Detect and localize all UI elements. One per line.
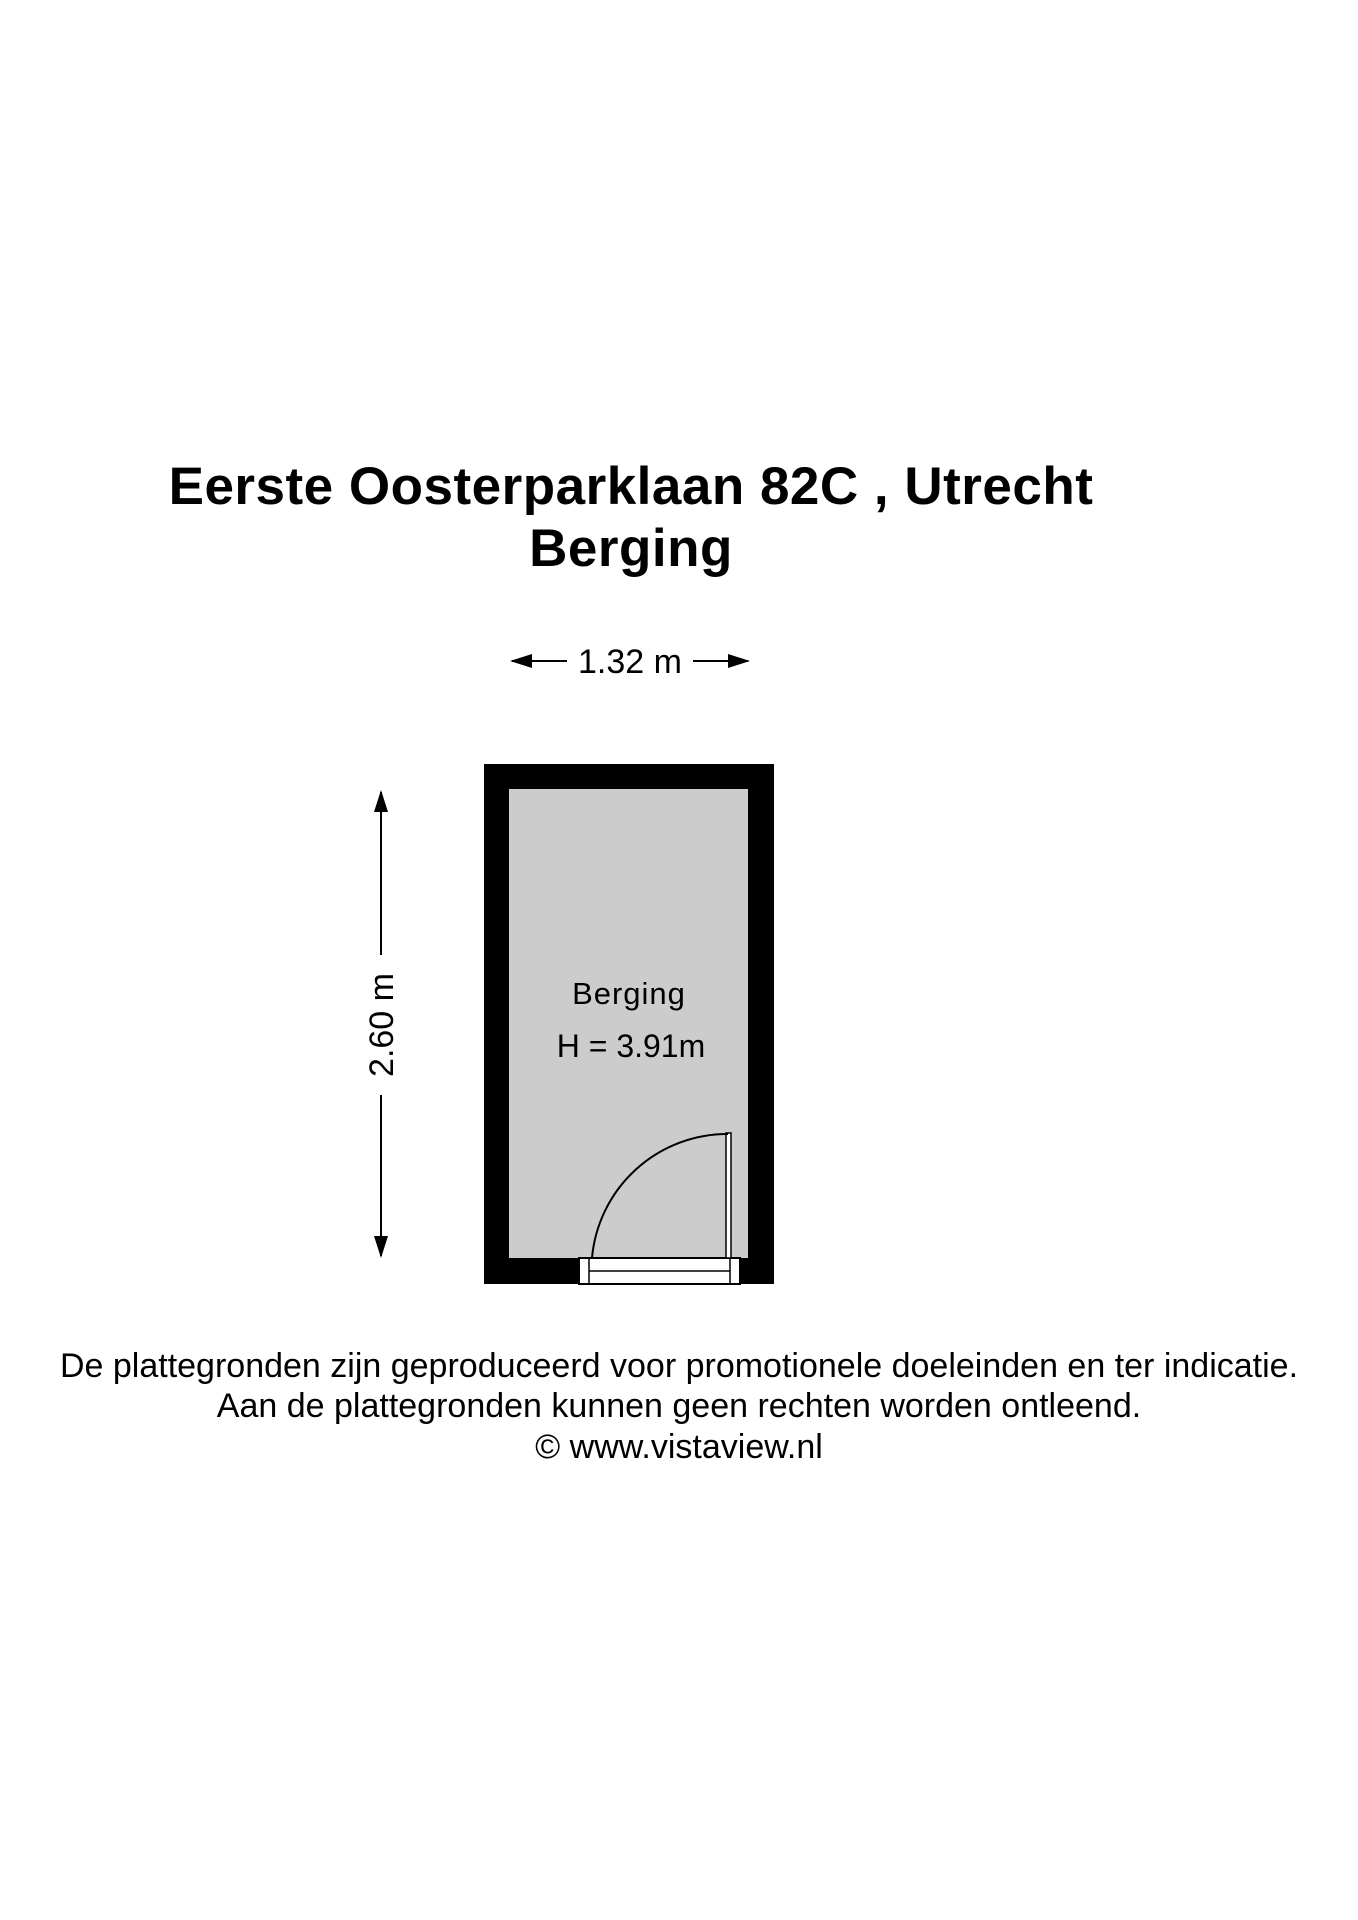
door-leaf: [726, 1133, 731, 1258]
room-name: Berging: [572, 976, 686, 1011]
address-title: Eerste Oosterparklaan 82C , Utrecht: [168, 457, 1094, 516]
wall-bottom-left: [484, 1258, 579, 1284]
room-ceiling-height: H = 3.91m: [556, 1028, 706, 1064]
arrow-left-icon: [510, 654, 532, 668]
wall-left: [484, 764, 509, 1284]
wall-top: [484, 764, 774, 789]
arrow-right-icon: [728, 654, 750, 668]
arrow-up-icon: [374, 790, 388, 812]
disclaimer-line-2: Aan de plattegronden kunnen geen rechten worden ontleend.: [216, 1387, 1142, 1425]
door-threshold: [579, 1258, 740, 1284]
arrow-down-icon: [374, 1236, 388, 1258]
width-label: 1.32 m: [578, 643, 682, 681]
room-floor: [509, 789, 748, 1258]
floor-title: Berging: [529, 519, 733, 578]
disclaimer-line-1: De plattegronden zijn geproduceerd voor promotionele doeleinden en ter indicatie.: [59, 1347, 1299, 1385]
height-dimension: [363, 790, 401, 1258]
copyright-line: © www.vistaview.nl: [535, 1428, 823, 1466]
wall-right: [748, 764, 774, 1284]
height-label: 2.60 m: [363, 973, 401, 1077]
width-dimension: [510, 643, 750, 681]
wall-bottom-right: [740, 1258, 774, 1284]
